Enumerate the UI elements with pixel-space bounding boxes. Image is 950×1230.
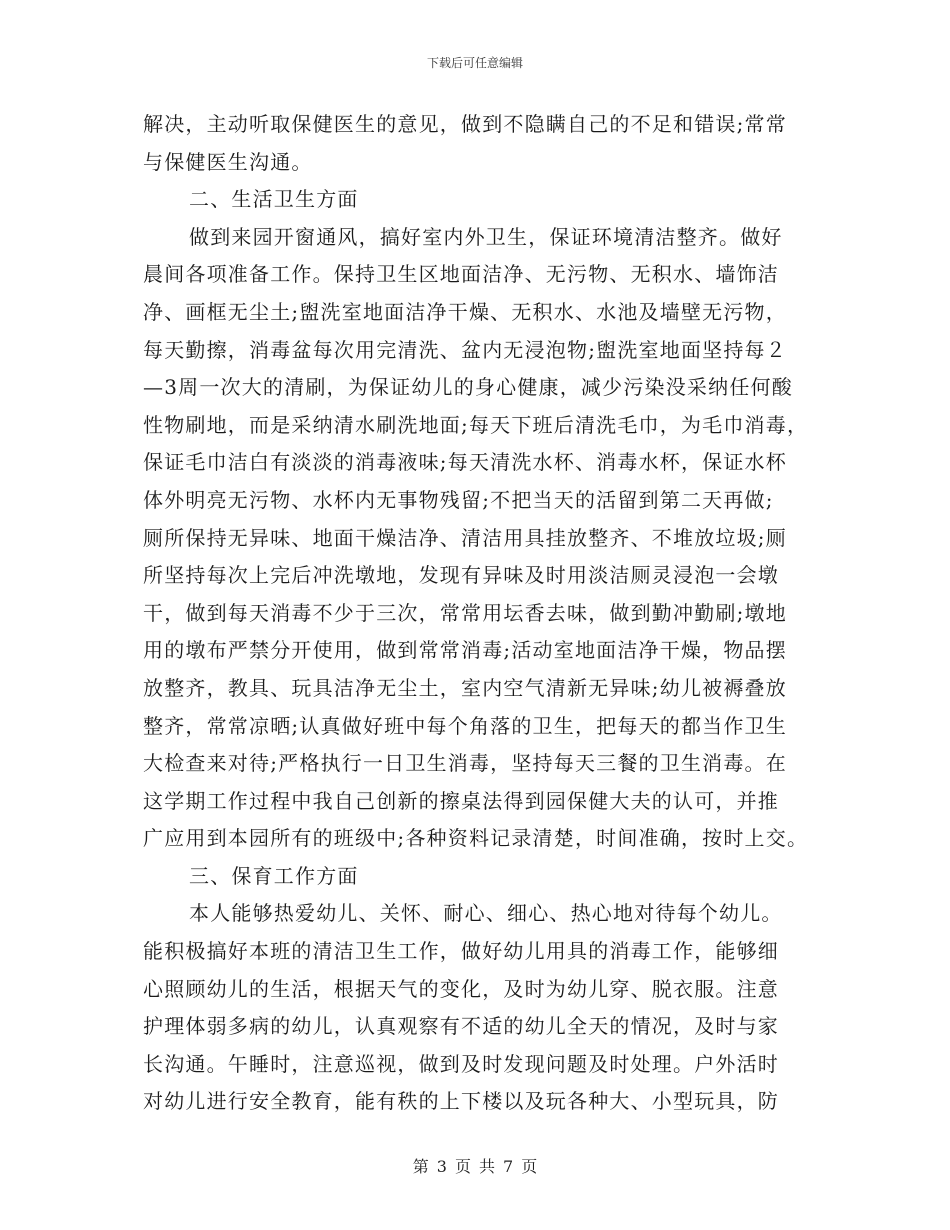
body-line: 大检查来对待;严格执行一日卫生消毒，坚持每天三餐的卫生消毒。在 [143, 751, 787, 776]
body-line: 放整齐，教具、玩具洁净无尘土，室内空气清新无异味;幼儿被褥叠放 [143, 675, 787, 700]
body-line: 性物刷地，而是采纳清水刷洗地面;每天下班后清洗毛巾，为毛巾消毒， [143, 412, 809, 437]
body-line: 整齐，常常凉晒;认真做好班中每个角落的卫生，把每天的都当作卫生 [143, 713, 787, 738]
paragraph-start: 做到来园开窗通风，搞好室内外卫生，保证环境清洁整齐。做好 [189, 224, 783, 249]
body-line: 解决，主动听取保健医生的意见，做到不隐瞒自己的不足和错误;常常 [143, 112, 787, 136]
body-line: 干，做到每天消毒不少于三次，常常用坛香去味，做到勤冲勤刷;墩地 [143, 600, 787, 625]
footer-page-number: 3 [436, 1157, 447, 1176]
section-heading: 三、保育工作方面 [189, 863, 359, 888]
body-line: 晨间各项准备工作。保持卫生区地面洁净、无污物、无积水、墙饰洁 [143, 262, 779, 287]
footer-prefix: 第 [412, 1157, 429, 1176]
footer-word-page: 页 [454, 1157, 471, 1176]
body-line: 净、画框无尘土;盥洗室地面洁净干燥、无积水、水池及墙壁无污物， [143, 299, 787, 324]
body-line: 这学期工作过程中我自己创新的擦桌法得到园保健大夫的认可，并推 [143, 788, 779, 813]
body-line: 心照顾幼儿的生活，根据天气的变化，及时为幼儿穿、脱衣服。注意 [143, 976, 779, 1001]
body-line: —3周一次大的清刷，为保证幼儿的身心健康，减少污染没采纳任何酸 [143, 375, 793, 400]
paragraph-start: 本人能够热爱幼儿、关怀、耐心、细心、热心地对待每个幼儿。 [189, 901, 783, 926]
body-line: 厕所保持无异味、地面干燥洁净、清洁用具挂放整齐、不堆放垃圾;厕 [143, 525, 787, 550]
document-body [143, 106, 813, 1121]
body-line: 所坚持每次上完后冲洗墩地，发现有异味及时用淡洁厕灵浸泡一会墩 [143, 563, 779, 588]
page-footer [0, 1154, 950, 1177]
footer-word-total: 共 [479, 1157, 496, 1176]
page-header: 下载后可任意编辑 [426, 56, 523, 70]
body-line: 保证毛巾洁白有淡淡的消毒液味;每天清洗水杯、消毒水杯，保证水杯 [143, 450, 787, 475]
body-line: 每天勤擦，消毒盆每次用完清洗、盆内无浸泡物;盥洗室地面坚持每２ [143, 337, 787, 362]
body-line: 对幼儿进行安全教育，能有秩的上下楼以及玩各种大、小型玩具，防 [143, 1089, 779, 1114]
body-line: 广应用到本园所有的班级中;各种资料记录清楚，时间准确，按时上交。 [143, 826, 809, 851]
body-line: 用的墩布严禁分开使用，做到常常消毒;活动室地面洁净干燥，物品摆 [143, 638, 787, 663]
section-heading: 二、生活卫生方面 [189, 187, 359, 212]
body-line: 能积极搞好本班的清洁卫生工作，做好幼儿用具的消毒工作，能够细 [143, 939, 779, 964]
footer-total-pages: 7 [503, 1157, 514, 1176]
body-line: 体外明亮无污物、水杯内无事物残留;不把当天的活留到第二天再做; [143, 487, 774, 512]
footer-suffix: 页 [521, 1157, 538, 1176]
body-line: 长沟通。午睡时，注意巡视，做到及时发现问题及时处理。户外活时 [143, 1051, 779, 1076]
body-line: 护理体弱多病的幼儿，认真观察有不适的幼儿全天的情况，及时与家 [143, 1014, 779, 1039]
body-line: 与保健医生沟通。 [143, 149, 313, 174]
